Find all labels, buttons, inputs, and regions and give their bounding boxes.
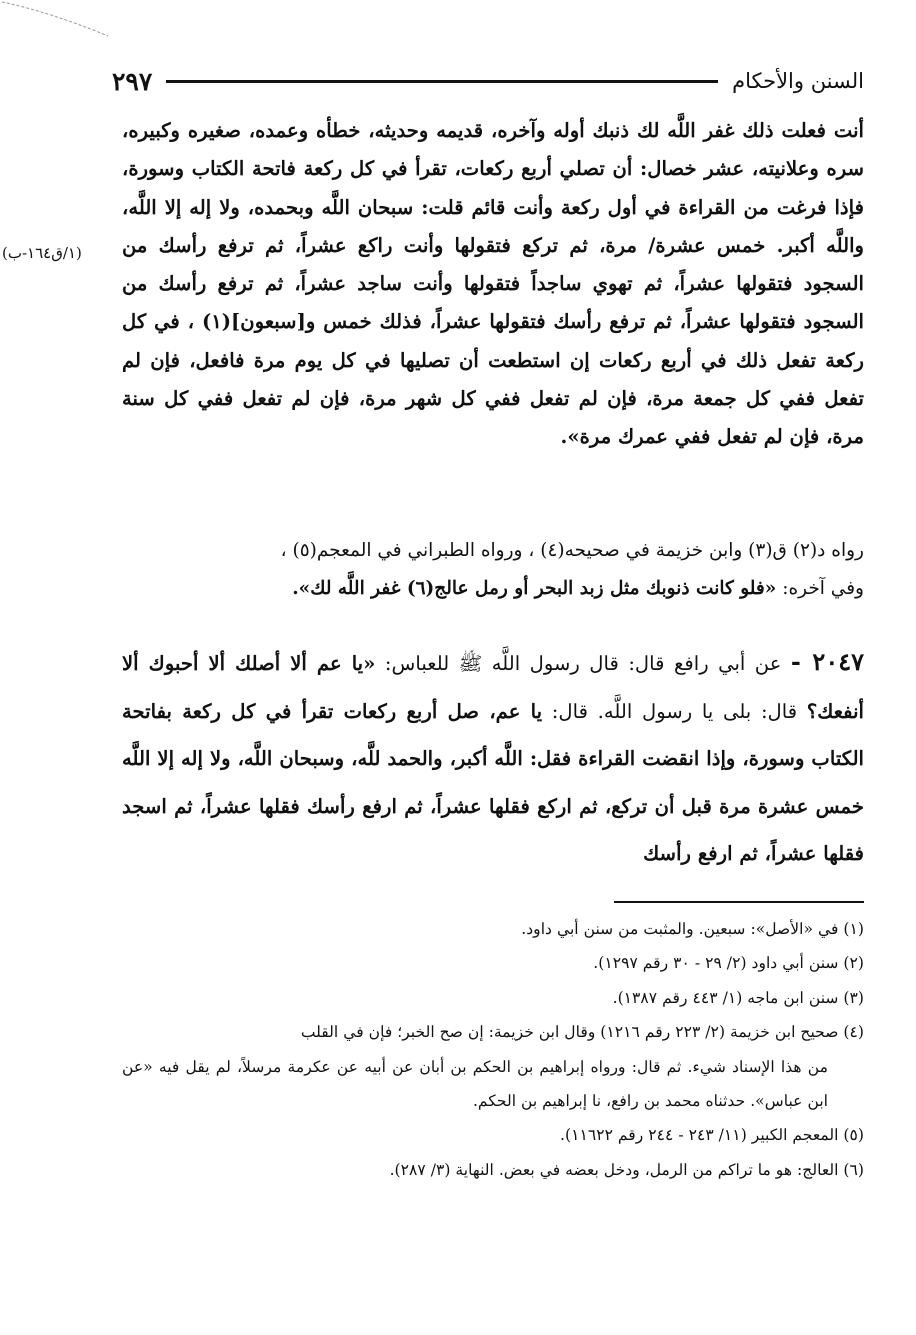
footnote-2 bbox=[122, 946, 864, 980]
hadith-2047 bbox=[122, 638, 864, 878]
source-line-2 bbox=[122, 570, 864, 608]
header-rule bbox=[166, 80, 718, 83]
footnote-5 bbox=[122, 1118, 864, 1152]
hadith-quote-1: «يا عم ألا أصلك ألا أحبوك ألا أنفعك؟ bbox=[122, 652, 864, 723]
source-quote: «فلو كانت ذنوبك مثل زبد البحر أو رمل عالج(٦) غفر اللَّه لك». bbox=[292, 578, 777, 599]
footnote-6 bbox=[122, 1153, 864, 1187]
footnote-text: (٦) العالج: هو ما تراكم من الرمل، ودخل بعضه في بعض. النهاية (٣/ ٢٨٧). bbox=[389, 1160, 864, 1179]
footnote-text: (٣) سنن ابن ماجه (١/ ٤٤٣ رقم ١٣٨٧). bbox=[612, 988, 864, 1007]
running-title: السنن والأحكام bbox=[732, 69, 864, 93]
source-line: رواه د(٢) ق(٣) وابن خزيمة في صحيحه(٤) ، ورواه الطبراني في المعجم(٥) ، bbox=[280, 540, 864, 561]
footnote-separator bbox=[614, 901, 864, 903]
footnote-text: (٢) سنن أبي داود (٢/ ٢٩ - ٣٠ رقم ١٢٩٧). bbox=[593, 954, 864, 973]
footnote-4 bbox=[122, 1015, 864, 1118]
footnote-text: (٤) صحيح ابن خزيمة (٢/ ٢٢٣ رقم ١٢١٦) وقال ابن خزيمة: إن صح الخبر؛ فإن في القلب bbox=[300, 1023, 864, 1042]
main-text-block bbox=[122, 112, 864, 457]
footnote-continuation: من هذا الإسناد شيء. ثم قال: ورواه إبراهيم بن الحكم بن أبان عن أبيه عن عكرمة مرسلاً، لم يقل فيه «عن ابن عباس». حدثناه محمد بن رافع، نا إبراهيم بن الحكم. bbox=[122, 1057, 828, 1111]
source-prefix: وفي آخره: bbox=[776, 578, 864, 599]
footnotes bbox=[122, 912, 864, 1187]
footnote-1 bbox=[122, 912, 864, 946]
hadith-number: ٢٠٤٧ - bbox=[790, 647, 864, 676]
footnote-text: (٥) المعجم الكبير (١١/ ٢٤٣ - ٢٤٤ رقم ١١٦٢٢). bbox=[560, 1126, 864, 1145]
hadith-quote-2: يا عم، صل أربع ركعات تقرأ في كل ركعة بفاتحة الكتاب وسورة، وإذا انقضت القراءة فقل: اللَّه أكبر، والحمد للَّه، وسبحان اللَّه، ولا إله إلا اللَّه خمس عشرة مرة قبل أن تركع، ثم اركع فقلها عشراً، ثم ارفع رأسك فقلها عشراً، ثم اسجد فقلها عشراً، ثم ارفع رأسك bbox=[122, 699, 864, 865]
scan-artifact-line bbox=[0, 0, 110, 40]
page-number: ٢٩٧ bbox=[112, 66, 153, 96]
manuscript-folio-note: (١/ق١٦٤-ب) bbox=[2, 244, 82, 262]
hadith-intro: عن أبي رافع قال: قال رسول اللَّه ﷺ للعباس: bbox=[375, 652, 791, 675]
page-header bbox=[112, 64, 864, 98]
hadith-mid: قال: بلى يا رسول اللَّه. قال: bbox=[542, 699, 807, 723]
footnote-3 bbox=[122, 981, 864, 1015]
source-citation bbox=[122, 532, 864, 608]
footnote-text: (١) في «الأصل»: سبعين. والمثبت من سنن أبي داود. bbox=[521, 920, 864, 938]
main-paragraph: أنت فعلت ذلك غفر اللَّه لك ذنبك أوله وآخره، قديمه وحديثه، خطأه وعمده، صغيره وكبيره، سره وعلانيته، عشر خصال: أن تصلي أربع ركعات، تقرأ في كل ركعة فاتحة الكتاب وسورة، فإذا فرغت من القراءة في أول ركعة وأنت قائم قلت: سبحان اللَّه وبحمده، ولا إله إلا اللَّه، واللَّه أكبر. خمس عشرة/ مرة، ثم تركع فتقولها وأنت راكع عشراً، ثم ترفع رأسك من السجود فتقولها عشراً، ثم تهوي ساجداً فتقولها وأنت ساجد عشراً، ثم ترفع رأسك من السجود فتقولها عشراً، ثم ترفع رأسك فتقولها عشراً، فذلك خمس و[سبعون](١) ، في كل ركعة تفعل ذلك في أربع ركعات إن استطعت أن تصليها في كل يوم مرة فافعل، فإن لم تفعل ففي كل جمعة مرة، فإن لم تفعل ففي كل شهر مرة، فإن لم تفعل ففي كل سنة مرة، فإن لم تفعل ففي عمرك مرة». bbox=[122, 119, 864, 449]
